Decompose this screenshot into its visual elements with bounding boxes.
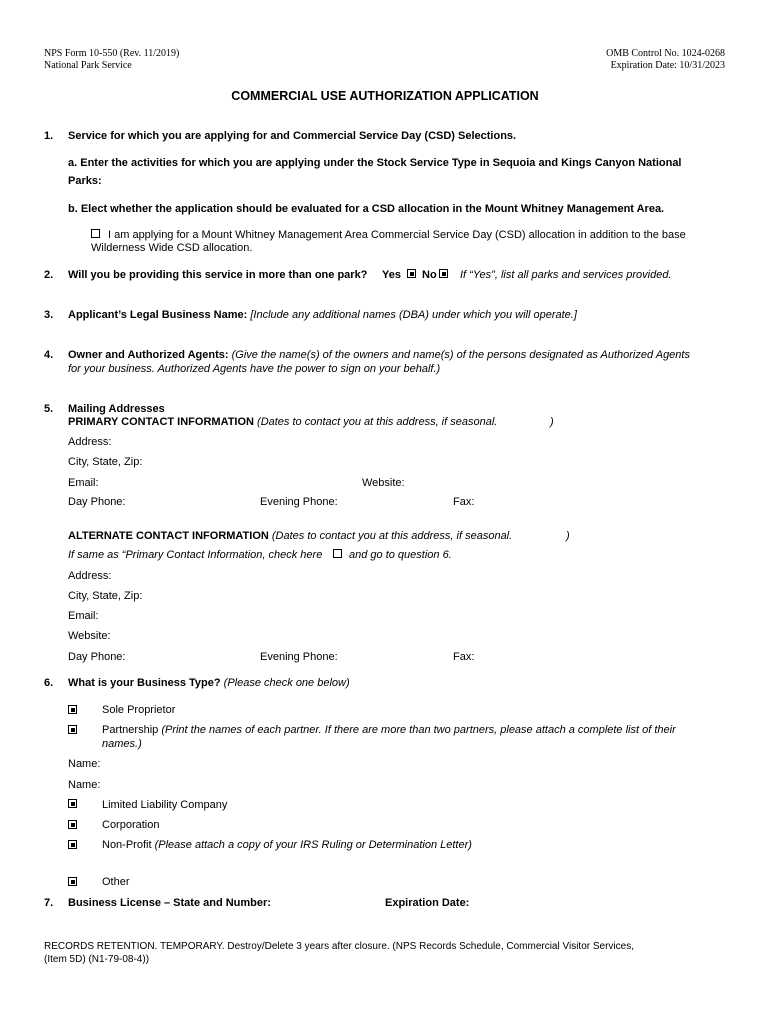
primary-contact-close: ) bbox=[550, 416, 554, 428]
alternate-contact-label: ALTERNATE CONTACT INFORMATION bbox=[68, 530, 269, 542]
agency-name: National Park Service bbox=[44, 60, 132, 71]
primary-contact-line bbox=[68, 416, 497, 428]
records-retention-line2: (Item 5D) (N1-79-08-4)) bbox=[44, 954, 150, 965]
q2-yes-checkbox[interactable] bbox=[407, 269, 416, 278]
q1a-text: a. Enter the activities for which you are applying under the Stock Service Type in Sequoia and Kings Canyon National bbox=[68, 157, 682, 169]
q6-line bbox=[68, 677, 350, 689]
sole-proprietor-label: Sole Proprietor bbox=[102, 704, 176, 716]
primary-address-label: Address: bbox=[68, 436, 112, 448]
mwma-csd-label-line1: I am applying for a Mount Whitney Management Area Commercial Service Day (CSD) allocation in addition to the base bbox=[108, 229, 686, 241]
primary-contact-note: (Dates to contact you at this address, if seasonal. bbox=[257, 416, 498, 428]
same-as-primary-checkbox[interactable] bbox=[333, 549, 342, 558]
nonprofit-line bbox=[102, 839, 472, 851]
q4-number: 4. bbox=[44, 349, 54, 361]
q1b-text: b. Elect whether the application should be evaluated for a CSD allocation in the Mount Whitney Management Area. bbox=[68, 203, 665, 215]
q1-text: Service for which you are applying for and Commercial Service Day (CSD) Selections. bbox=[68, 130, 517, 142]
alternate-day-phone-label: Day Phone: bbox=[68, 651, 126, 663]
q4-note-line1: (Give the name(s) of the owners and name(s) of the persons designated as Authorized Agents bbox=[231, 349, 690, 361]
alternate-contact-close: ) bbox=[566, 530, 570, 542]
corporation-label: Corporation bbox=[102, 819, 160, 831]
other-label: Other bbox=[102, 876, 130, 888]
alternate-city-label: City, State, Zip: bbox=[68, 590, 143, 602]
q2-yes-label: Yes bbox=[382, 269, 401, 281]
primary-email-label: Email: bbox=[68, 477, 99, 489]
q7-number: 7. bbox=[44, 897, 54, 909]
q1-number: 1. bbox=[44, 130, 54, 142]
alternate-contact-note: (Dates to contact you at this address, if seasonal. bbox=[271, 530, 513, 542]
primary-day-phone-label: Day Phone: bbox=[68, 496, 126, 508]
alternate-evening-phone-label: Evening Phone: bbox=[260, 651, 338, 663]
records-retention-line1: RECORDS RETENTION. TEMPORARY. Destroy/Delete 3 years after closure. (NPS Records Schedule, Commercial Visitor Services, bbox=[44, 941, 634, 952]
same-as-primary-before: If same as “Primary Contact Information, check here bbox=[68, 549, 323, 561]
form-number: NPS Form 10-550 (Rev. 11/2019) bbox=[44, 48, 180, 59]
q6-number: 6. bbox=[44, 677, 54, 689]
mwma-csd-label-line2: Wilderness Wide CSD allocation. bbox=[91, 242, 253, 254]
primary-evening-phone-label: Evening Phone: bbox=[260, 496, 338, 508]
q4-note-line2: for your business. Authorized Agents have the power to sign on your behalf.) bbox=[68, 363, 441, 375]
alternate-website-label: Website: bbox=[68, 630, 111, 642]
primary-contact-label: PRIMARY CONTACT INFORMATION bbox=[68, 416, 254, 428]
q3-label: Applicant’s Legal Business Name: bbox=[68, 309, 248, 321]
business-license-label: Business License – State and Number: bbox=[68, 897, 271, 909]
q2-text: Will you be providing this service in more than one park? bbox=[68, 269, 368, 281]
q1a-line1 bbox=[68, 157, 682, 169]
sole-proprietor-checkbox[interactable] bbox=[68, 705, 77, 714]
llc-checkbox[interactable] bbox=[68, 799, 77, 808]
nonprofit-note: (Please attach a copy of your IRS Ruling or Determination Letter) bbox=[154, 839, 472, 851]
q6-note: (Please check one below) bbox=[223, 677, 350, 689]
nonprofit-label: Non-Profit bbox=[102, 839, 152, 851]
alternate-fax-label: Fax: bbox=[453, 651, 475, 663]
primary-city-label: City, State, Zip: bbox=[68, 456, 143, 468]
q5-heading: Mailing Addresses bbox=[68, 403, 165, 415]
license-expiration-label: Expiration Date: bbox=[385, 897, 470, 909]
expiration-date: Expiration Date: 10/31/2023 bbox=[610, 60, 725, 71]
omb-control: OMB Control No. 1024-0268 bbox=[606, 48, 725, 59]
q6-label: What is your Business Type? bbox=[68, 677, 221, 689]
same-as-primary-after: and go to question 6. bbox=[349, 549, 452, 561]
alternate-email-label: Email: bbox=[68, 610, 99, 622]
other-checkbox[interactable] bbox=[68, 877, 77, 886]
q3-note: [Include any additional names (DBA) under which you will operate.] bbox=[250, 309, 577, 321]
partner-name-label-1: Name: bbox=[68, 758, 101, 770]
llc-label: Limited Liability Company bbox=[102, 799, 228, 811]
page-title: COMMERCIAL USE AUTHORIZATION APPLICATION bbox=[231, 89, 539, 103]
primary-website-label: Website: bbox=[362, 477, 405, 489]
alternate-contact-line bbox=[68, 530, 512, 542]
primary-fax-label: Fax: bbox=[453, 496, 475, 508]
q3-number: 3. bbox=[44, 309, 54, 321]
partnership-note-line2: names.) bbox=[102, 738, 142, 750]
nonprofit-checkbox[interactable] bbox=[68, 840, 77, 849]
q2-number: 2. bbox=[44, 269, 54, 281]
partnership-label: Partnership bbox=[102, 724, 159, 736]
alternate-address-label: Address: bbox=[68, 570, 112, 582]
corporation-checkbox[interactable] bbox=[68, 820, 77, 829]
q1a-line2: Parks: bbox=[68, 175, 102, 187]
partnership-line1 bbox=[102, 724, 676, 736]
q4-label: Owner and Authorized Agents: bbox=[68, 349, 229, 361]
mwma-csd-checkbox[interactable] bbox=[91, 229, 100, 238]
q3-line bbox=[68, 309, 577, 321]
partner-name-label-2: Name: bbox=[68, 779, 101, 791]
partnership-checkbox[interactable] bbox=[68, 725, 77, 734]
q2-no-checkbox[interactable] bbox=[439, 269, 448, 278]
partnership-note-line1: (Print the names of each partner. If there are more than two partners, please attach a complete list of their bbox=[161, 724, 676, 736]
q5-number: 5. bbox=[44, 403, 54, 415]
q2-note: If “Yes”, list all parks and services provided. bbox=[460, 269, 672, 281]
q2-no-label: No bbox=[422, 269, 437, 281]
q4-line1 bbox=[68, 349, 690, 361]
